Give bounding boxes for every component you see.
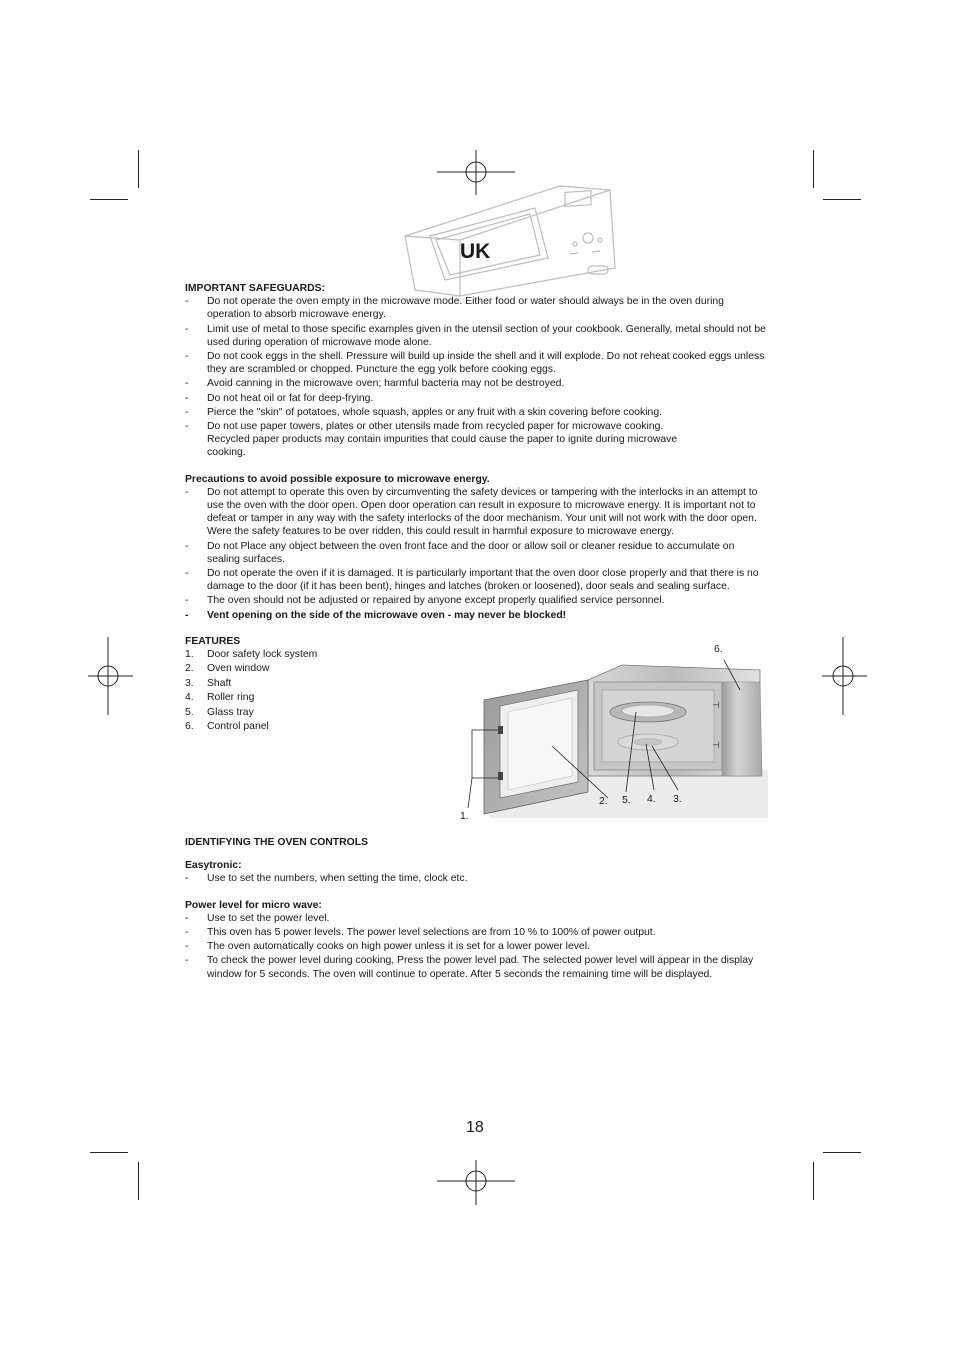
diagram-label-5: 5. bbox=[622, 795, 631, 806]
crop-mark bbox=[813, 1162, 814, 1200]
list-item: - The oven automatically cooks on high power unless it is set for a lower power level. bbox=[185, 941, 590, 953]
controls-heading: IDENTIFYING THE OVEN CONTROLS bbox=[185, 837, 368, 848]
list-item: - Do not operate the oven if it is damaged. It is particularly important that the oven door close properly and that there is no damage to the door (if it has been bent), hinges and latches (broken or loosened), door seals and sealing surface. bbox=[185, 568, 759, 593]
list-item: - Do not cook eggs in the shell. Pressure will build up inside the shell and it will explode. Do not reheat cooked eggs unless they are scrambled or chopped. Puncture the egg yolk before cooking eggs. bbox=[185, 351, 765, 376]
oven-diagram bbox=[460, 660, 770, 820]
diagram-label-6: 6. bbox=[714, 644, 723, 655]
list-item: - The oven should not be adjusted or repaired by anyone except properly qualified service personnel. bbox=[185, 595, 665, 607]
list-item: - Limit use of metal to those specific examples given in the utensil section of your cookbook. Generally, metal should not be used during operation of microwave mode alone. bbox=[185, 323, 766, 348]
precautions-heading: Precautions to avoid possible exposure to microwave energy. bbox=[185, 473, 490, 485]
feature-item: 6. Control panel bbox=[185, 721, 269, 733]
easytronic-list bbox=[185, 872, 769, 885]
feature-item: 2. Oven window bbox=[185, 663, 270, 675]
diagram-label-4: 4. bbox=[647, 794, 656, 805]
page-number: 18 bbox=[466, 1119, 484, 1136]
crop-mark bbox=[90, 1152, 128, 1153]
language-label: UK bbox=[460, 240, 491, 263]
list-item: - To check the power level during cooking, Press the power level pad. The selected power level will appear in the display window for 5 seconds. The oven will continue to operate. After 5 seconds the remaining time will be displayed. bbox=[185, 955, 754, 980]
power-list bbox=[185, 912, 769, 981]
crop-mark bbox=[823, 1152, 861, 1153]
list-item: - Do not operate the oven empty in the microwave mode. Either food or water should always be in the oven during operation to absorb microwave energy. bbox=[185, 296, 724, 321]
crop-mark bbox=[138, 1162, 139, 1200]
svg-text:⊣: ⊣ bbox=[712, 741, 720, 751]
feature-item: 5. Glass tray bbox=[185, 706, 254, 718]
feature-item: 1. Door safety lock system bbox=[185, 649, 318, 661]
diagram-label-2: 2. bbox=[599, 796, 608, 807]
crop-mark bbox=[823, 199, 861, 200]
easytronic-heading: Easytronic: bbox=[185, 860, 242, 872]
list-item: - This oven has 5 power levels. The power level selections are from 10 % to 100% of power output. bbox=[185, 927, 656, 939]
list-item: - Do not Place any object between the oven front face and the door or allow soil or cleaner residue to accumulate on sealing surfaces. bbox=[185, 540, 735, 565]
feature-item: 4. Roller ring bbox=[185, 692, 255, 704]
safeguards-heading: IMPORTANT SAFEGUARDS: bbox=[185, 283, 326, 294]
registration-mark-left bbox=[88, 637, 133, 715]
list-item: - Use to set the power level. bbox=[185, 912, 330, 924]
features-heading: FEATURES bbox=[185, 635, 241, 647]
list-item: - Do not use paper towers, plates or other utensils made from recycled paper for microwave cooking. Recycled paper products may contain impurities that could cause the paper to ignite during microwave cooking. bbox=[185, 421, 678, 459]
svg-text:⊣: ⊣ bbox=[712, 701, 720, 711]
list-item: - Do not heat oil or fat for deep-frying. bbox=[185, 392, 374, 404]
precautions-list bbox=[185, 486, 769, 622]
diagram-label-3: 3. bbox=[673, 794, 682, 805]
crop-mark bbox=[813, 150, 814, 188]
list-item-warning: - Vent opening on the side of the microwave oven - may never be blocked! bbox=[185, 609, 567, 621]
list-item: - Pierce the "skin" of potatoes, whole squash, apples or any fruit with a skin covering before cooking. bbox=[185, 406, 663, 418]
list-item: - Use to set the numbers, when setting the time, clock etc. bbox=[185, 873, 468, 885]
registration-mark-bottom bbox=[437, 1160, 515, 1205]
feature-item: 3. Shaft bbox=[185, 677, 232, 689]
controls-section bbox=[185, 836, 769, 982]
list-item: - Avoid canning in the microwave oven; harmful bacteria may not be destroyed. bbox=[185, 378, 565, 390]
registration-mark-right bbox=[822, 637, 867, 715]
microwave-outline-icon bbox=[400, 178, 620, 298]
crop-mark bbox=[138, 150, 139, 188]
crop-mark bbox=[90, 199, 128, 200]
diagram-label-1: 1. bbox=[460, 811, 469, 822]
power-heading: Power level for micro wave: bbox=[185, 899, 322, 911]
safeguards-list bbox=[185, 295, 769, 459]
list-item: - Do not attempt to operate this oven by circumventing the safety devices or tampering with the interlocks in an attempt to use the oven with the door open. Open door operation can result in exposure to microwave energy. It is important not to defeat or tamper in any way with the safety interlocks of the door mechanism. Your unit will not work with the door open. Were the safety features to be over ridden, this could result in harmful exposure to microwave energy. bbox=[185, 486, 758, 538]
